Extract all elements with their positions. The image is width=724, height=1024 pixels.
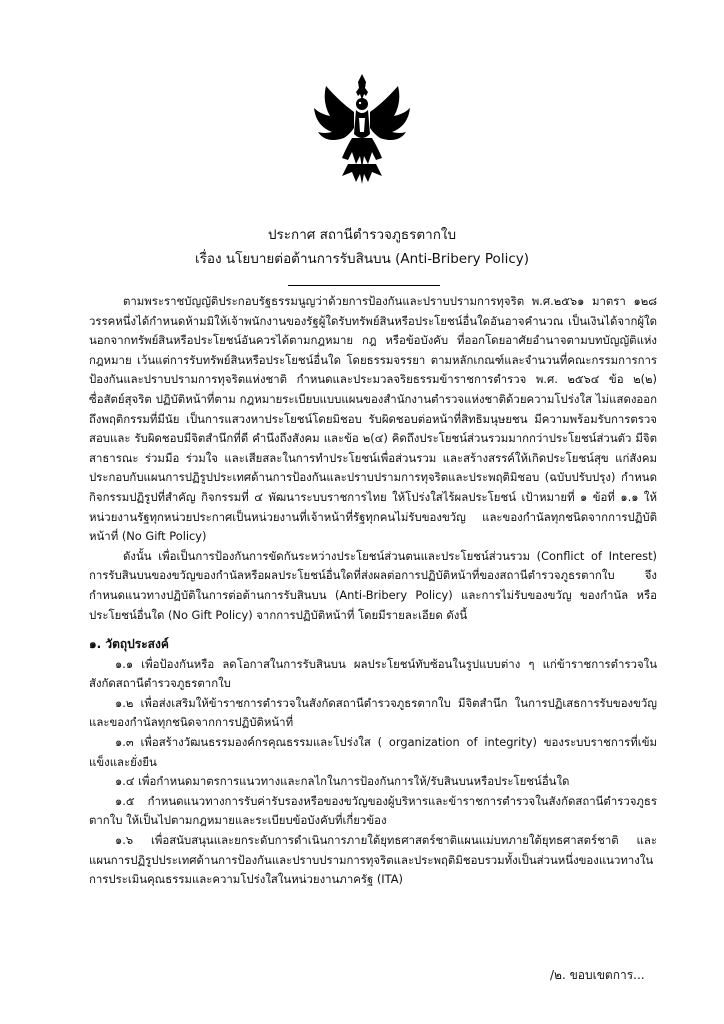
objective-item: ๑.๓ เพื่อสร้างวัฒนธรรมองค์กรคุณธรรมและโปร่งใส ( organization of integrity) ของระบบราชการที่เข้มแข็งและยั่งยืน — [89, 735, 657, 769]
garuda-emblem — [312, 72, 412, 187]
objective-item: ๑.๕ กำหนดแนวทางการรับค่ารับรองหรือของขวัญของผู้บริหารและข้าราชการตำรวจในสังกัดสถานีตำรวจภูธรตากใบ ให้เป็นไปตามกฎหมายและระเบียบข้อบังคับที่เกี่ยวข้อง — [89, 793, 657, 828]
policy-paragraph: ดังนั้น เพื่อเป็นการป้องกันการขัดกันระหว่างประโยชน์ส่วนตนและประโยชน์ส่วนรวม (Conflict of Interest) การรับสินบนของขวัญของกำนัลหรือผลประโยชน์อื่นใดที่ส่งผลต่อการปฏิบัติหน้าที่ของสถานีตำรวจภูธรตากใบ จึงกำหนดแนวทางปฏิบัติในการต่อต้านการรับสินบน (Anti-Bribery Policy) และการไม่รับของขวัญ ของกำนัล หรือประโยชน์อื่นใด (No Gift Policy) จากการปฏิบัติหน้าที่ โดยมีรายละเอียด ดังนี้ — [89, 548, 657, 622]
continuation-note: /๒. ขอบเขตการ... — [550, 968, 645, 982]
document-body — [89, 292, 657, 890]
announcement-subject: เรื่อง นโยบายต่อต้านการรับสินบน (Anti-Bribery Policy) — [195, 251, 529, 267]
objective-item: ๑.๖ เพื่อสนับสนุนและยกระดับการดำเนินการภายใต้ยุทธศาสตร์ชาติแผนแม่บทภายใต้ยุทธศาสตร์ชาติ และแผนการปฏิรูปประเทศด้านการป้องกันและปราบปรามการทุจริตและประพฤติมิชอบรวมทั้งเป็นส่วนหนึ่งของแนวทางในการประเมินคุณธรรมและความโปร่งใสในหน่วยงานภาครัฐ (ITA) — [89, 833, 657, 887]
preamble-paragraph: ตามพระราชบัญญัติประกอบรัฐธรรมนูญว่าด้วยการป้องกันและปราบปรามการทุจริต พ.ศ.๒๕๖๑ มาตรา ๑๒๘ วรรคหนึ่งได้กำหนดห้ามมิให้เจ้าพนักงานของรัฐผู้ใดรับทรัพย์สินหรือประโยชน์อื่นใดอันอาจคำนวณ เป็นเงินได้จากผู้ใด นอกจากทรัพย์สินหรือประโยชน์อันควรได้ตามกฎหมาย กฎ หรือข้อบังคับ ที่ออกโดยอาศัยอำนาจตามบทบัญญัติแห่งกฎหมาย เว้นแต่การรับทรัพย์สินหรือประโยชน์อื่นใด โดยธรรมจรรยา ตามหลักเกณฑ์และจำนวนที่คณะกรรมการการป้องกันและปราบปรามการทุจริตแห่งชาติ กำหนดและประมวลจริยธรรมข้าราชการตำรวจ พ.ศ. ๒๕๖๔ ข้อ ๒(๒) ซื่อสัตย์สุจริต ปฏิบัติหน้าที่ตาม กฎหมายระเบียบแบบแผนของสำนักงานตำรวจแห่งชาติด้วยความโปร่งใส ไม่แสดงออกถึงพฤติกรรมที่มีนัย เป็นการแสวงหาประโยชน์โดยมิชอบ รับผิดชอบต่อหน้าที่สิทธิมนุษยชน มีความพร้อมรับการตรวจสอบและ รับผิดชอบมีจิตสำนึกที่ดี คำนึงถึงสังคม และข้อ ๒(๔) คิดถึงประโยชน์ส่วนรวมมากกว่าประโยชน์ส่วนตัว มีจิตสาธารณะ ร่วมมือ ร่วมใจ และเสียสละในการทำประโยชน์เพื่อส่วนรวม และสร้างสรรค์ให้เกิดประโยชน์สุข แก่สังคม ประกอบกับแผนการปฏิรูปประเทศด้านการป้องกันและปราบปรามการทุจริตและประพฤติมิชอบ (ฉบับปรับปรุง) กำหนดกิจกรรมปฏิรูปที่สำคัญ กิจกรรมที่ ๔ พัฒนาระบบราชการไทย ให้โปร่งใสไร้ผลประโยชน์ เป้าหมายที่ ๑ ข้อที่ ๑.๑ ให้หน่วยงานรัฐทุกหน่วยประกาศเป็นหน่วยงานที่เจ้าหน้าที่รัฐทุกคนไม่รับของขวัญ และของกำนัลทุกชนิดจากการปฏิบัติหน้าที่ (No Gift Policy) — [89, 294, 657, 544]
announcement-title: ประกาศ สถานีตำรวจภูธรตากใบ — [267, 227, 457, 243]
objective-item: ๑.๒ เพื่อส่งเสริมให้ข้าราชการตำรวจในสังกัดสถานีตำรวจภูธรตากใบ มีจิตสำนึก ในการปฏิเสธการรับของขวัญและของกำนัลทุกชนิดจากการปฏิบัติหน้าที่ — [89, 695, 657, 730]
title-divider — [288, 285, 440, 286]
section-heading: ๑. วัตถุประสงค์ — [89, 637, 169, 652]
objective-item: ๑.๑ เพื่อป้องกันหรือ ลดโอกาสในการรับสินบน ผลประโยชน์ทับซ้อนในรูปแบบต่าง ๆ แก่ข้าราชการตำรวจในสังกัดสถานีตำรวจภูธรตากใบ — [89, 656, 657, 691]
objective-item: ๑.๔ เพื่อกำหนดมาตรการแนวทางและกลไกในการป้องกันการให้/รับสินบนหรือประโยชน์อื่นใด — [115, 774, 570, 789]
